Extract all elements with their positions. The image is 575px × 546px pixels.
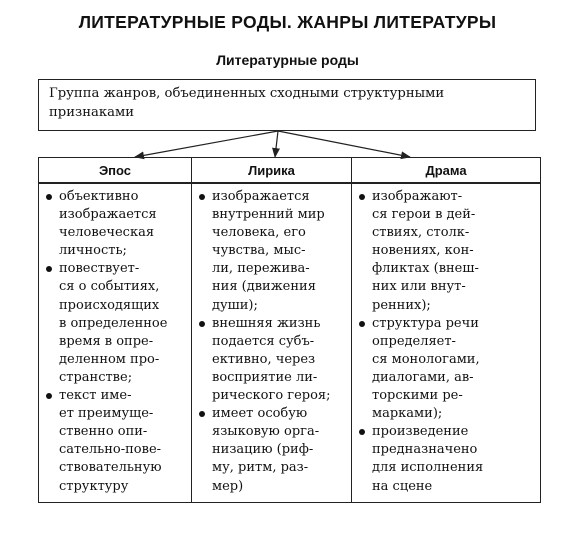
genres-table <box>38 157 541 503</box>
item-line: фликтах (внеш- <box>372 261 479 277</box>
item-line: ся монологами, <box>372 351 480 367</box>
item-line: марками); <box>372 406 443 422</box>
list-item <box>358 423 534 495</box>
section-subtitle: Литературные роды <box>216 52 359 68</box>
arrow-to-drama <box>278 131 410 157</box>
item-line: мер) <box>212 478 244 494</box>
item-line: души); <box>212 297 258 313</box>
item-line: диалогами, ав- <box>372 369 474 385</box>
item-line: сательно-пове- <box>59 442 162 458</box>
item-line: му, ритм, раз- <box>212 460 309 476</box>
item-line: на сцене <box>372 478 433 494</box>
item-line: них или внут- <box>372 279 466 295</box>
item-line: человеческая <box>59 225 155 241</box>
item-line: ния (движения <box>212 279 316 295</box>
item-line: в определенное <box>59 315 168 331</box>
item-line: происходящих <box>59 297 160 313</box>
list-item <box>45 387 185 496</box>
column-lirika <box>192 183 352 502</box>
item-line: ствиях, столк- <box>372 225 470 241</box>
item-line: деленном про- <box>59 351 160 367</box>
item-line: текст име- <box>59 388 132 404</box>
table-header-row <box>39 158 541 184</box>
item-line: ренних); <box>372 297 431 313</box>
item-line: ли, пережива- <box>212 261 310 277</box>
item-line: время в опре- <box>59 333 154 349</box>
item-line: торскими ре- <box>372 388 463 404</box>
item-line: ся герои в дей- <box>372 207 476 223</box>
definition-line-2: признаками <box>49 105 135 120</box>
item-line: структура речи <box>372 315 479 331</box>
item-line: подается субъ- <box>212 333 315 349</box>
definition-line-1: Группа жанров, объединенных сходными структурными <box>49 86 445 101</box>
item-line: новениях, кон- <box>372 243 474 259</box>
list-item <box>45 260 185 387</box>
item-line: изображают- <box>372 189 463 204</box>
list-item <box>198 188 345 315</box>
column-epos <box>39 183 192 502</box>
arrow-to-lirika <box>275 131 278 157</box>
list-item <box>198 405 345 495</box>
list-item <box>198 315 345 405</box>
item-line: изображается <box>59 207 157 223</box>
item-line: восприятие ли- <box>212 369 318 385</box>
item-line: ствовательную <box>59 460 162 476</box>
column-drama <box>352 183 541 502</box>
item-line: объективно <box>59 189 139 204</box>
item-line: ективно, через <box>212 351 316 367</box>
header-lirika: Лирика <box>192 158 352 184</box>
item-line: структуру <box>59 478 129 494</box>
item-line: внешняя жизнь <box>212 315 321 331</box>
item-line: странстве; <box>59 369 133 385</box>
item-line: для исполнения <box>372 460 484 476</box>
item-line: ет преимуще- <box>59 406 154 422</box>
item-line: ственно опи- <box>59 424 148 440</box>
page-title: ЛИТЕРАТУРНЫЕ РОДЫ. ЖАНРЫ ЛИТЕРАТУРЫ <box>78 12 497 32</box>
item-line: рического героя; <box>212 388 331 404</box>
item-line: изображается <box>212 189 310 204</box>
item-line: низацию (риф- <box>212 442 314 458</box>
item-line: предназначено <box>372 442 478 458</box>
item-line: личность; <box>59 243 127 259</box>
list-item <box>358 188 534 315</box>
arrow-to-epos <box>135 131 278 157</box>
item-line: произведение <box>372 424 469 440</box>
item-line: языковую орга- <box>212 424 320 440</box>
item-line: имеет особую <box>212 406 308 422</box>
table-row <box>39 183 541 502</box>
item-line: внутренний мир <box>212 207 325 223</box>
header-epos: Эпос <box>39 158 192 184</box>
list-item <box>45 188 185 260</box>
item-line: определяет- <box>372 333 456 349</box>
item-line: повествует- <box>59 261 140 277</box>
header-drama: Драма <box>352 158 541 184</box>
list-item <box>358 315 534 424</box>
item-line: чувства, мыс- <box>212 243 306 259</box>
item-line: ся о событиях, <box>59 279 160 295</box>
item-line: человека, его <box>212 225 306 241</box>
